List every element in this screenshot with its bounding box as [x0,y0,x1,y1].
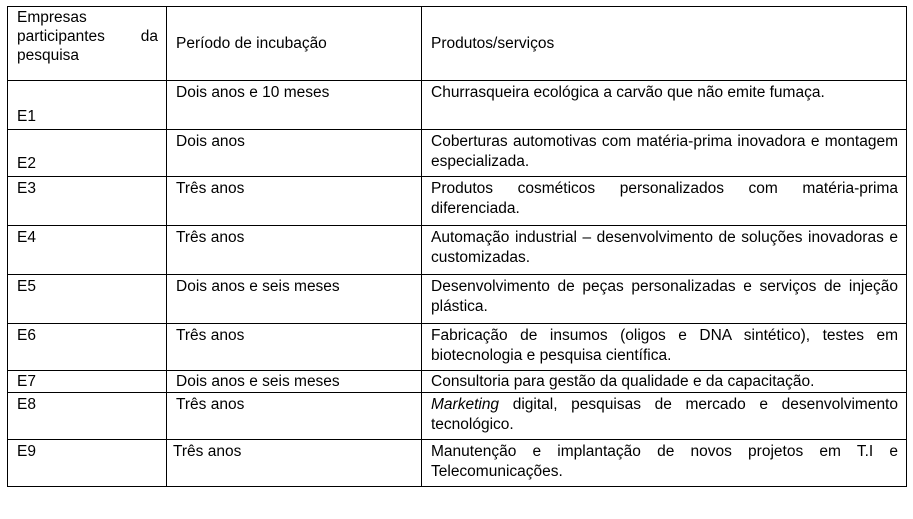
company-id: E2 [8,130,167,177]
incubation-period: Três anos [167,226,422,275]
company-id: E3 [8,177,167,226]
product-description: Coberturas automotivas com matéria-prima inovadora e montagem especializada. [422,130,907,177]
incubation-period: Três anos [167,324,422,371]
company-id: E1 [8,81,167,130]
company-id: E9 [8,440,167,487]
incubation-period: Dois anos e 10 meses [167,81,422,130]
company-id: E8 [8,393,167,440]
table-header-row [8,7,907,81]
product-description: Desenvolvimento de peças personalizadas e serviços de injeção plástica. [422,275,907,324]
product-description: Churrasqueira ecológica a carvão que não emite fumaça. [422,81,907,130]
company-id: E6 [8,324,167,371]
header-period: Período de incubação [167,7,422,81]
product-description: Produtos cosméticos personalizados com matéria-prima diferenciada. [422,177,907,226]
incubation-period: Três anos [167,177,422,226]
product-description: Fabricação de insumos (oligos e DNA sintético), testes em biotecnologia e pesquisa científica. [422,324,907,371]
table-row [8,324,907,371]
company-id: E5 [8,275,167,324]
table-row [8,81,907,130]
company-id: E7 [8,371,167,393]
incubation-period: Dois anos e seis meses [167,275,422,324]
table-row [8,130,907,177]
header-companies [8,7,167,81]
table-row [8,177,907,226]
product-description: Automação industrial – desenvolvimento de soluções inovadoras e customizadas. [422,226,907,275]
incubation-period: Dois anos [167,130,422,177]
table-row [8,226,907,275]
company-id: E4 [8,226,167,275]
incubation-period: Três anos [167,440,422,487]
header-products: Produtos/serviços [422,7,907,81]
incubation-period: Três anos [167,393,422,440]
table-row [8,440,907,487]
incubation-period: Dois anos e seis meses [167,371,422,393]
incubation-table [7,6,907,487]
product-text: digital, pesquisas de mercado e desenvolvimento tecnológico. [431,396,898,433]
table-row [8,393,907,440]
table-row [8,275,907,324]
product-italic-term: Marketing [431,396,500,413]
header-companies-label: Empresas participantes da pesquisa [17,9,158,64]
product-description: Consultoria para gestão da qualidade e da capacitação. [422,371,907,393]
table-row [8,371,907,393]
product-description [422,393,907,440]
product-description: Manutenção e implantação de novos projetos em T.I e Telecomunicações. [422,440,907,487]
